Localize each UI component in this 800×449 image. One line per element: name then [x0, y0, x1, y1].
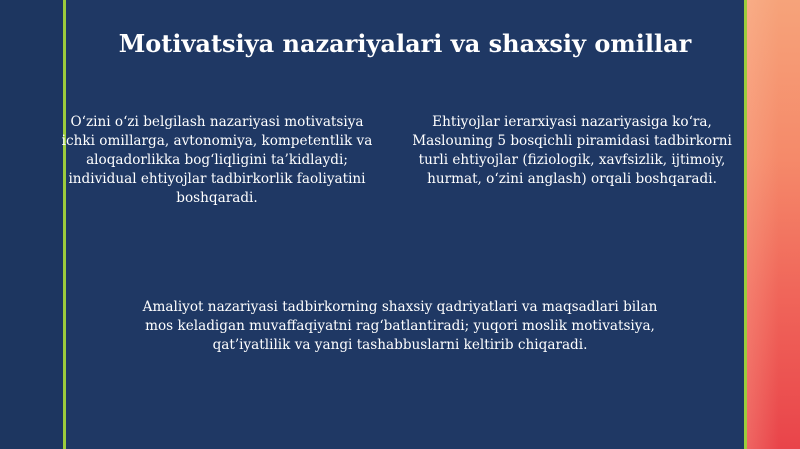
right-gradient-panel — [747, 0, 800, 449]
left-margin-panel — [0, 0, 64, 449]
left-accent-line — [63, 0, 66, 449]
slide-title: Motivatsiya nazariyalari va shaxsiy omillar — [118, 29, 692, 58]
maslow-hierarchy-text: Ehtiyojlar ierarxiyasi nazariyasiga ko‘ra, Maslouning 5 bosqichli piramidasi tadbirkorni turli ehtiyojlar (fiziologik, xavfsizlik, ijtimoiy, hurmat, o‘zini anglash) orqali boshqaradi. — [412, 114, 732, 187]
self-determination-text: O‘zini o‘zi belgilash nazariyasi motivatsiya ichki omillarga, avtonomiya, kompetentlik va aloqadorlikka bog‘liqligini ta’kidlaydi; individual ehtiyojlar tadbirkorlik faoliyatini boshqaradi. — [61, 114, 373, 206]
practice-theory-text: Amaliyot nazariyasi tadbirkorning shaxsiy qadriyatlari va maqsadlari bilan mos keladigan muvaffaqiyatni rag‘batlantiradi; yuqori moslik motivatsiya, qat’iyatlilik va yangi tashabbuslarni keltirib chiqaradi. — [142, 299, 658, 353]
